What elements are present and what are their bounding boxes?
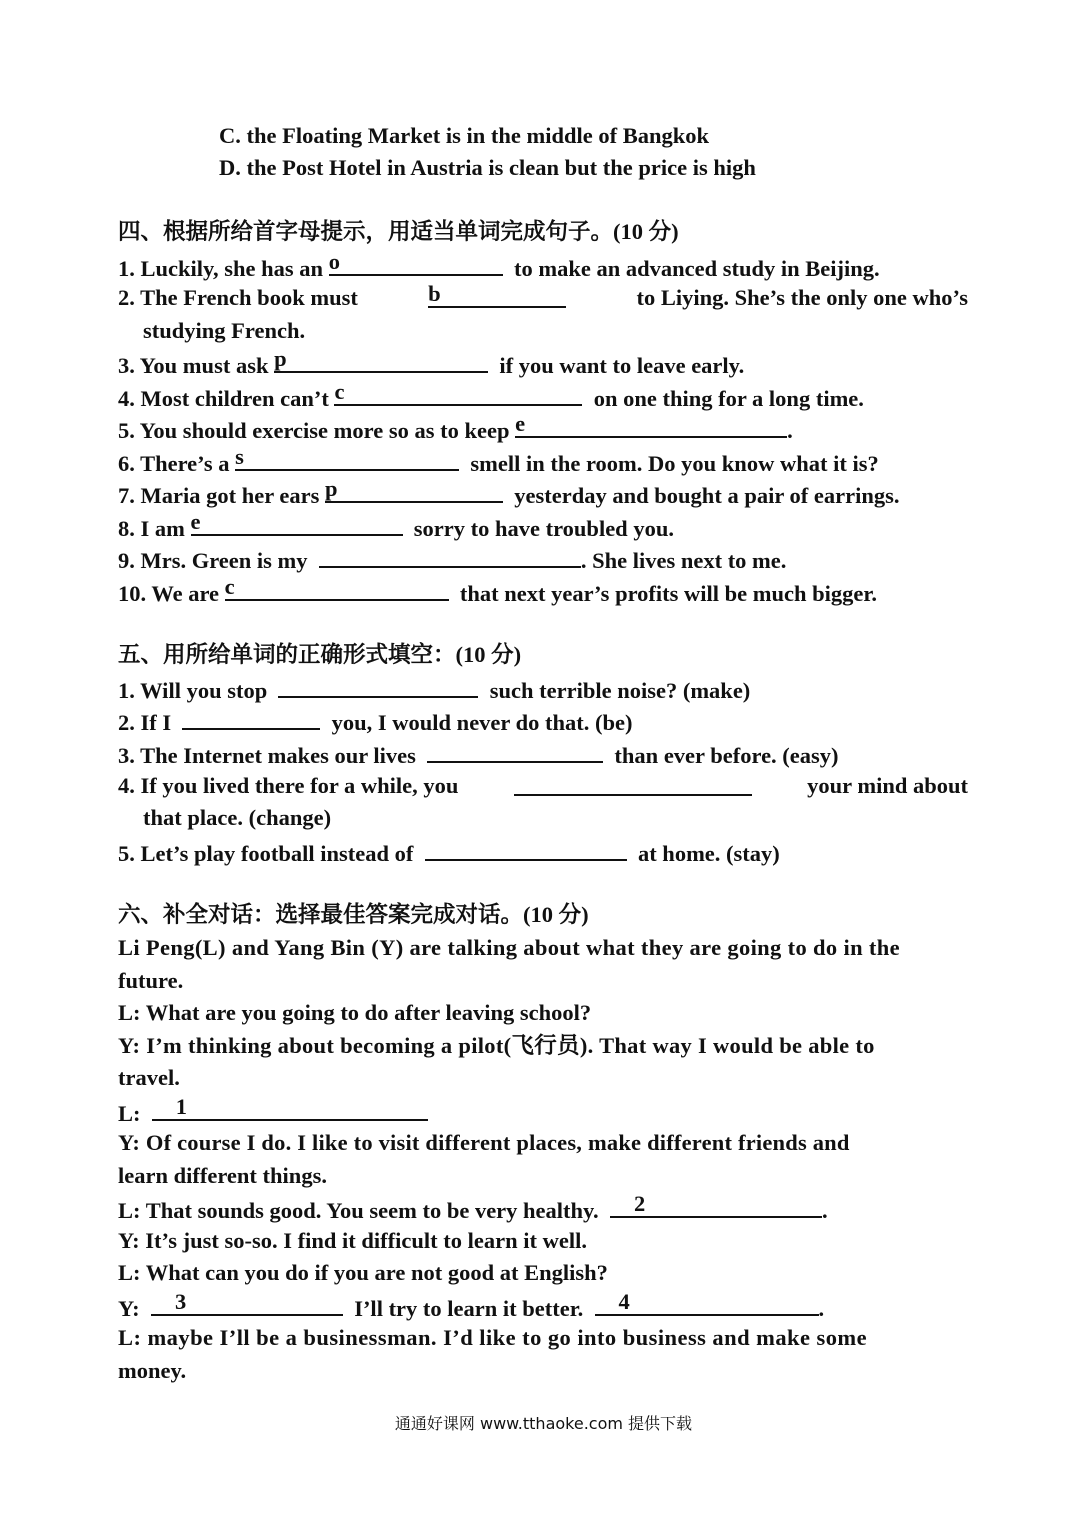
s5-question-4 <box>118 772 968 803</box>
s6-blank-2[interactable] <box>610 1191 822 1218</box>
s6-dialog-l2 <box>118 1094 428 1128</box>
s4-q10-blank[interactable] <box>224 574 449 601</box>
s6-dialog-l3 <box>118 1191 828 1225</box>
option-c: C. the Floating Market is in the middle of Bangkok <box>219 123 710 148</box>
s6-blank-4-number: 4 <box>618 1289 630 1314</box>
s5-q4-blank[interactable] <box>514 772 752 796</box>
s6-blank-3[interactable] <box>151 1289 343 1316</box>
s4-q6-prefix: 6. There’s a <box>118 451 230 476</box>
s6-l2-label: L: <box>118 1101 141 1126</box>
s4-q4-prefix: 4. Most children can’t <box>118 386 329 411</box>
s4-q3-prefix: 3. You must ask <box>118 353 269 378</box>
s5-question-5 <box>118 837 780 868</box>
s6-y4-label: Y: <box>118 1296 140 1321</box>
s5-q2-suffix: you, I would never do that. (be) <box>331 710 633 735</box>
s5-question-2 <box>118 706 633 737</box>
s4-q5-letter: e <box>515 411 526 436</box>
s6-dialog-y4 <box>118 1289 825 1323</box>
s6-dialog-y1a: Y: I’m thinking about becoming a pilot(飞行员). That way I would be able to <box>118 1033 875 1058</box>
s4-q3-suffix: if you want to leave early. <box>499 353 745 378</box>
s4-q5-prefix: 5. You should exercise more so as to keep <box>118 418 510 443</box>
s4-question-3 <box>118 346 745 380</box>
s4-question-5 <box>118 411 793 445</box>
s4-question-6 <box>118 444 879 478</box>
s4-q2-blank[interactable] <box>428 281 566 308</box>
s6-y4-middle: I’ll try to learn it better. <box>354 1296 584 1321</box>
s5-q4-suffix: your mind about <box>807 773 968 798</box>
s5-q4-continuation: that place. (change) <box>143 805 332 830</box>
s4-q2-suffix: to Liying. She’s the only one who’s <box>636 285 968 310</box>
s5-q3-blank[interactable] <box>427 739 603 763</box>
s6-dialog-y2a: Y: Of course I do. I like to visit different places, make different friends and <box>118 1130 850 1155</box>
s5-q4-prefix: 4. If you lived there for a while, you <box>118 773 459 798</box>
s6-dialog-l1: L: What are you going to do after leaving school? <box>118 1000 592 1025</box>
s6-dialog-l5b: money. <box>118 1358 187 1383</box>
s5-q1-blank[interactable] <box>278 674 478 698</box>
s6-blank-2-number: 2 <box>633 1191 646 1216</box>
s5-q1-prefix: 1. Will you stop <box>118 678 268 703</box>
s4-q4-suffix: on one thing for a long time. <box>593 386 864 411</box>
s4-q7-blank[interactable] <box>325 476 503 503</box>
section6-heading: 六、补全对话：选择最佳答案完成对话。(10 分) <box>118 902 589 927</box>
s4-q4-letter: c <box>334 379 345 404</box>
s6-dialog-y3: Y: It’s just so-so. I find it difficult to learn it well. <box>118 1228 587 1253</box>
s6-blank-3-number: 3 <box>174 1289 187 1314</box>
s4-q10-letter: c <box>224 574 235 599</box>
s4-question-7 <box>118 476 900 510</box>
s6-blank-1-number: 1 <box>175 1094 187 1119</box>
s6-intro-line1 <box>118 934 968 962</box>
s4-question-10 <box>118 574 877 608</box>
s4-q6-suffix: smell in the room. Do you know what it is? <box>470 451 879 476</box>
s4-q5-blank[interactable] <box>515 411 787 438</box>
s4-q8-letter: e <box>190 509 201 534</box>
s6-blank-1[interactable] <box>152 1094 428 1121</box>
s4-q9-blank[interactable] <box>319 544 581 568</box>
s6-dialog-y1b: travel. <box>118 1065 180 1090</box>
section4-heading: 四、根据所给首字母提示，用适当单词完成句子。(10 分) <box>118 219 679 244</box>
option-d: D. the Post Hotel in Austria is clean but the price is high <box>219 155 756 180</box>
s6-intro-text: Li Peng(L) and Yang Bin (Y) are talking about what they are going to do in the <box>118 935 900 960</box>
s6-l3-prefix: L: That sounds good. You seem to be very healthy. <box>118 1198 599 1223</box>
s4-q1-prefix: 1. Luckily, she has an <box>118 256 324 281</box>
s4-question-8 <box>118 509 674 543</box>
s4-q8-prefix: 8. I am <box>118 516 185 541</box>
s4-q6-letter: s <box>235 444 244 469</box>
s4-q4-blank[interactable] <box>334 379 582 406</box>
s6-dialog-y2b: learn different things. <box>118 1163 327 1188</box>
s4-q2-prefix: 2. The French book must <box>118 285 358 310</box>
s4-q8-suffix: sorry to have troubled you. <box>413 516 674 541</box>
s4-q9-suffix: . She lives next to me. <box>580 548 787 573</box>
s4-q1-blank[interactable] <box>328 249 503 276</box>
s5-question-1 <box>118 674 750 705</box>
s6-intro-line2: future. <box>118 968 184 993</box>
s6-l3-suffix: . <box>821 1198 828 1223</box>
s4-q10-prefix: 10. We are <box>118 581 220 606</box>
s6-dialog-l5a: L: maybe I’ll be a businessman. I’d like to go into business and make some <box>118 1325 868 1350</box>
s4-q9-prefix: 9. Mrs. Green is my <box>118 548 308 573</box>
s5-question-3 <box>118 739 839 770</box>
s4-q3-blank[interactable] <box>274 346 488 373</box>
s4-q1-suffix: to make an advanced study in Beijing. <box>513 256 880 281</box>
s6-dialog-l4: L: What can you do if you are not good at English? <box>118 1260 608 1285</box>
s5-q3-suffix: than ever before. (easy) <box>614 743 839 768</box>
s4-question-9 <box>118 544 786 575</box>
s4-q3-letter: p <box>274 346 287 371</box>
s4-q10-suffix: that next year’s profits will be much bigger. <box>459 581 877 606</box>
s4-question-4 <box>118 379 864 413</box>
s5-q2-prefix: 2. If I <box>118 710 172 735</box>
s6-y4-suffix: . <box>818 1296 825 1321</box>
s4-q2-letter: b <box>428 281 441 306</box>
section5-heading: 五、用所给单词的正确形式填空：(10 分) <box>118 642 522 667</box>
s4-q5-suffix: . <box>787 418 793 443</box>
s4-q7-prefix: 7. Maria got her ears <box>118 483 320 508</box>
s4-q8-blank[interactable] <box>190 509 403 536</box>
s6-blank-4[interactable] <box>595 1289 819 1316</box>
s5-q3-prefix: 3. The Internet makes our lives <box>118 743 416 768</box>
s4-question-2 <box>118 281 968 315</box>
s5-q5-suffix: at home. (stay) <box>637 841 780 866</box>
s4-question-1 <box>118 249 880 283</box>
s5-q5-prefix: 5. Let’s play football instead of <box>118 841 414 866</box>
s5-q5-blank[interactable] <box>425 837 627 861</box>
s5-q2-blank[interactable] <box>182 706 320 730</box>
s4-q7-suffix: yesterday and bought a pair of earrings. <box>514 483 900 508</box>
s4-q7-letter: p <box>325 476 338 501</box>
s5-q1-suffix: such terrible noise? (make) <box>489 678 751 703</box>
s4-q2-continuation: studying French. <box>143 318 306 343</box>
s4-q6-blank[interactable] <box>235 444 459 471</box>
page-footer: 通通好课网 www.tthaoke.com 提供下载 <box>394 1414 693 1433</box>
s4-q1-letter: o <box>328 249 340 274</box>
